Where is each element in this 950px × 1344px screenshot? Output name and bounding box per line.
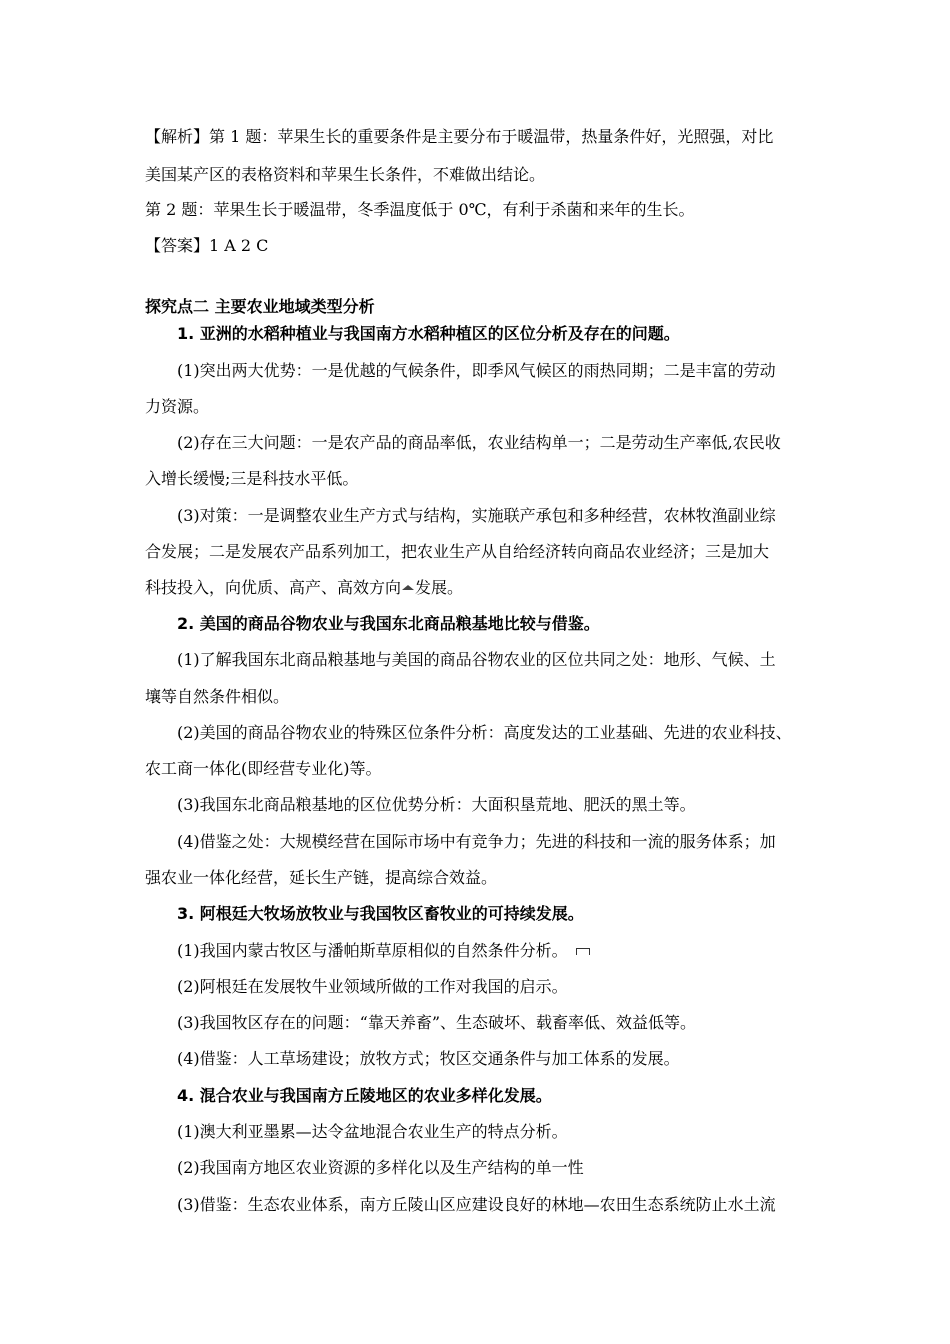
q3-p2: (2)阿根廷在发展牧牛业领域所做的工作对我国的启示。 xyxy=(177,977,568,996)
q2-heading: 2. 美国的商品谷物农业与我国东北商品粮基地比较与借鉴。 xyxy=(177,614,600,633)
caret-mark-icon xyxy=(402,585,414,590)
bracket-mark-icon xyxy=(576,948,590,955)
q3-p3: (3)我国牧区存在的问题：“靠天养畜”、生态破坏、载畜率低、效益低等。 xyxy=(177,1013,697,1032)
q2-p2-line-2: 农工商一体化(即经营专业化)等。 xyxy=(145,759,382,778)
q3-heading: 3. 阿根廷大牧场放牧业与我国牧区畜牧业的可持续发展。 xyxy=(177,904,584,923)
q2-p1-line-1: (1)了解我国东北商品粮基地与美国的商品谷物农业的区位共同之处：地形、气候、土 xyxy=(177,650,776,669)
q3-p1 xyxy=(177,941,590,961)
q2-p4-line-2: 强农业一体化经营，延长生产链，提高综合效益。 xyxy=(145,868,498,887)
q1-p3-line-2: 合发展；二是发展农产品系列加工，把农业生产从自给经济转向商品农业经济；三是加大 xyxy=(145,542,770,561)
answer-line: 【答案】1 A 2 C xyxy=(145,236,269,255)
q1-p3-line-3-pre: 科技投入，向优质、高产、高效方向 xyxy=(145,578,402,597)
q1-p1-line-1: (1)突出两大优势：一是优越的气候条件，即季风气候区的雨热同期；二是丰富的劳动 xyxy=(177,361,776,380)
q2-p3: (3)我国东北商品粮基地的区位优势分析：大面积垦荒地、肥沃的黑土等。 xyxy=(177,795,696,814)
section-title: 探究点二 主要农业地域类型分析 xyxy=(145,297,375,316)
q1-p3-line-3 xyxy=(145,578,463,598)
q4-p1: (1)澳大利亚墨累—达令盆地混合农业生产的特点分析。 xyxy=(177,1122,568,1141)
q1-p3-line-3-post: 发展。 xyxy=(415,578,464,597)
q4-heading: 4. 混合农业与我国南方丘陵地区的农业多样化发展。 xyxy=(177,1086,552,1105)
q4-p2: (2)我国南方地区农业资源的多样化以及生产结构的单一性 xyxy=(177,1158,584,1177)
q2-p1-line-2: 壤等自然条件相似。 xyxy=(145,687,290,706)
q3-p4: (4)借鉴：人工草场建设；放牧方式；牧区交通条件与加工体系的发展。 xyxy=(177,1049,680,1068)
q2-p2-line-1: (2)美国的商品谷物农业的特殊区位条件分析：高度发达的工业基础、先进的农业科技、 xyxy=(177,723,792,742)
analysis-line-3: 第 2 题：苹果生长于暖温带，冬季温度低于 0℃，有利于杀菌和来年的生长。 xyxy=(145,200,695,219)
q1-p2-line-1: (2)存在三大问题：一是农产品的商品率低，农业结构单一；二是劳动生产率低,农民收 xyxy=(177,433,781,452)
q1-p3-line-1: (3)对策：一是调整农业生产方式与结构，实施联产承包和多种经营，农林牧渔副业综 xyxy=(177,506,776,525)
q1-p2-line-2: 入增长缓慢;三是科技水平低。 xyxy=(145,469,359,488)
q4-p3: (3)借鉴：生态农业体系，南方丘陵山区应建设良好的林地—农田生态系统防止水土流 xyxy=(177,1195,776,1214)
q2-p4-line-1: (4)借鉴之处：大规模经营在国际市场中有竞争力；先进的科技和一流的服务体系；加 xyxy=(177,832,776,851)
analysis-line-2: 美国某产区的表格资料和苹果生长条件，不难做出结论。 xyxy=(145,165,546,184)
analysis-line-1: 【解析】第 1 题：苹果生长的重要条件是主要分布于暖温带，热量条件好，光照强，对比 xyxy=(145,127,774,146)
q1-heading: 1. 亚洲的水稻种植业与我国南方水稻种植区的区位分析及存在的问题。 xyxy=(177,324,680,343)
q3-p1-text: (1)我国内蒙古牧区与潘帕斯草原相似的自然条件分析。 xyxy=(177,941,568,960)
q1-p1-line-2: 力资源。 xyxy=(145,397,210,416)
